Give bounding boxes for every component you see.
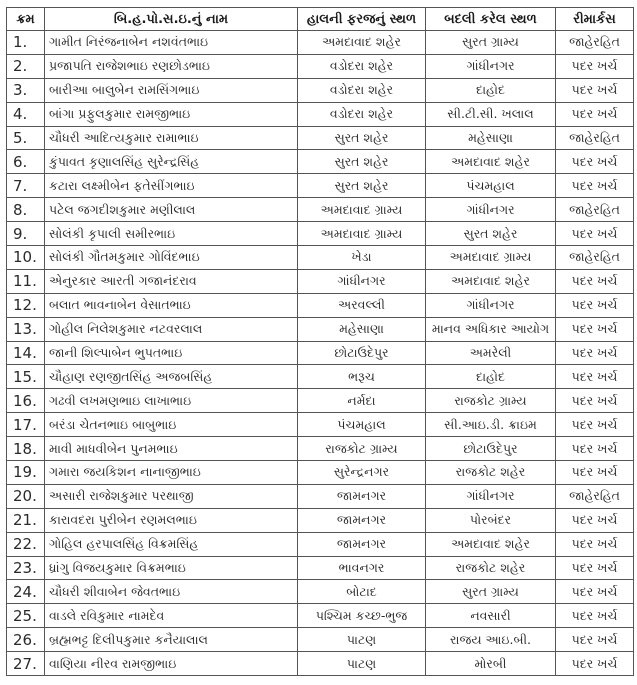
table-row xyxy=(7,556,634,580)
current-posting-cell: સુરત શહેર xyxy=(298,174,426,198)
remarks-cell: પદર ખર્ચ xyxy=(556,293,634,317)
serial-cell: 18. xyxy=(7,437,45,461)
current-posting-cell: પાટણ xyxy=(298,652,426,676)
name-cell: સોલંકી ગૌતમકુમાર ગોવિંદભાઇ xyxy=(45,246,298,270)
remarks-cell: પદર ખર્ચ xyxy=(556,341,634,365)
table-row xyxy=(7,532,634,556)
name-cell: બાંગા પ્રફુલકુમાર રામજીભાઇ xyxy=(45,102,298,126)
remarks-cell: પદર ખર્ચ xyxy=(556,78,634,102)
current-posting-cell: વડોદરા શહેર xyxy=(298,78,426,102)
current-posting-cell: પાટણ xyxy=(298,628,426,652)
serial-cell: 27. xyxy=(7,652,45,676)
name-cell: ધ્રાંગુ વિજયકુમાર વિક્રમભાઇ xyxy=(45,556,298,580)
transfer-place-cell: રાજકોટ ગ્રામ્ય xyxy=(426,389,556,413)
remarks-cell: પદર ખર્ચ xyxy=(556,413,634,437)
transfer-place-cell: દાહોદ xyxy=(426,365,556,389)
name-cell: કારાવદરા પુરીબેન રણમલભાઇ xyxy=(45,508,298,532)
remarks-cell: પદર ખર્ચ xyxy=(556,102,634,126)
transfer-place-cell: સુરત ગ્રામ્ય xyxy=(426,580,556,604)
transfer-place-cell: સુરત શહેર xyxy=(426,222,556,246)
serial-cell: 21. xyxy=(7,508,45,532)
serial-cell: 12. xyxy=(7,293,45,317)
transfer-place-cell: રાજય આઇ.બી. xyxy=(426,628,556,652)
remarks-cell: પદર ખર્ચ xyxy=(556,461,634,485)
serial-cell: 17. xyxy=(7,413,45,437)
remarks-cell: પદર ખર્ચ xyxy=(556,174,634,198)
remarks-cell: જાહેરહિત xyxy=(556,198,634,222)
current-posting-cell: જામનગર xyxy=(298,484,426,508)
table-row xyxy=(7,198,634,222)
name-cell: ચૌહાણ રણજીતસિંહ અજબસિંહ xyxy=(45,365,298,389)
table-row xyxy=(7,246,634,270)
table-row xyxy=(7,54,634,78)
transfer-place-cell: ગાંધીનગર xyxy=(426,484,556,508)
header-serial: ક્રમ xyxy=(7,8,45,31)
serial-cell: 15. xyxy=(7,365,45,389)
transfer-place-cell: રાજકોટ શહેર xyxy=(426,461,556,485)
header-current-posting: હાલની ફરજનું સ્થળ xyxy=(298,8,426,31)
name-cell: એનુરકાર આરતી ગજાનંદરાવ xyxy=(45,269,298,293)
remarks-cell: પદર ખર્ચ xyxy=(556,652,634,676)
name-cell: વાણિયા નીરવ રામજીભાઇ xyxy=(45,652,298,676)
name-cell: જાની શિલ્પાબેન ભુપતભાઇ xyxy=(45,341,298,365)
serial-cell: 26. xyxy=(7,628,45,652)
name-cell: અસારી રાજેશકુમાર પરથાજી xyxy=(45,484,298,508)
current-posting-cell: છોટાઉદેપુર xyxy=(298,341,426,365)
current-posting-cell: મહેસાણા xyxy=(298,317,426,341)
transfer-place-cell: પોરબંદર xyxy=(426,508,556,532)
transfer-place-cell: માનવ અધિકાર આયોગ xyxy=(426,317,556,341)
serial-cell: 23. xyxy=(7,556,45,580)
table-row xyxy=(7,317,634,341)
current-posting-cell: અમદાવાદ ગ્રામ્ય xyxy=(298,222,426,246)
transfer-place-cell: છોટાઉદેપુર xyxy=(426,437,556,461)
remarks-cell: જાહેરહિત xyxy=(556,31,634,55)
name-cell: ગોહીલ નિલેશકુમાર નટવરલાલ xyxy=(45,317,298,341)
table-row xyxy=(7,365,634,389)
table-row xyxy=(7,413,634,437)
transfer-place-cell: મહેસાણા xyxy=(426,126,556,150)
transfer-place-cell: દાહોદ xyxy=(426,78,556,102)
table-row xyxy=(7,222,634,246)
serial-cell: 6. xyxy=(7,150,45,174)
serial-cell: 2. xyxy=(7,54,45,78)
table-row xyxy=(7,174,634,198)
header-transfer-place: બદલી કરેલ સ્થળ xyxy=(426,8,556,31)
name-cell: પ્રજાપતિ રાજેશભાઇ રણછોડભાઇ xyxy=(45,54,298,78)
table-row xyxy=(7,341,634,365)
name-cell: કટારા લક્ષ્મીબેન ફતેસીંગભાઇ xyxy=(45,174,298,198)
name-cell: પટેલ જગદીશકુમાર મણીલાલ xyxy=(45,198,298,222)
current-posting-cell: વડોદરા શહેર xyxy=(298,102,426,126)
name-cell: વાડલે રવિકુમાર નામદેવ xyxy=(45,604,298,628)
current-posting-cell: સુરત શહેર xyxy=(298,126,426,150)
serial-cell: 10. xyxy=(7,246,45,270)
transfer-place-cell: અમદાવાદ શહેર xyxy=(426,269,556,293)
current-posting-cell: ખેડા xyxy=(298,246,426,270)
serial-cell: 5. xyxy=(7,126,45,150)
remarks-cell: પદર ખર્ચ xyxy=(556,150,634,174)
remarks-cell: પદર ખર્ચ xyxy=(556,580,634,604)
serial-cell: 4. xyxy=(7,102,45,126)
serial-cell: 24. xyxy=(7,580,45,604)
transfer-place-cell: મોરબી xyxy=(426,652,556,676)
current-posting-cell: બોટાદ xyxy=(298,580,426,604)
current-posting-cell: ગાંધીનગર xyxy=(298,269,426,293)
name-cell: સોલંકી કૃપાલી સમીરભાઇ xyxy=(45,222,298,246)
table-row xyxy=(7,484,634,508)
table-row xyxy=(7,389,634,413)
transfer-place-cell: અમદાવાદ શહેર xyxy=(426,532,556,556)
current-posting-cell: નર્મદા xyxy=(298,389,426,413)
current-posting-cell: રાજકોટ ગ્રામ્ય xyxy=(298,437,426,461)
serial-cell: 1. xyxy=(7,31,45,55)
current-posting-cell: ભાવનગર xyxy=(298,556,426,580)
table-row xyxy=(7,437,634,461)
current-posting-cell: ભરૂચ xyxy=(298,365,426,389)
transfer-place-cell: સી.આઇ.ડી. ક્રાઇમ xyxy=(426,413,556,437)
serial-cell: 25. xyxy=(7,604,45,628)
transfer-table xyxy=(6,7,634,676)
transfer-place-cell: ગાંધીનગર xyxy=(426,293,556,317)
name-cell: બરંડા ચેતનભાઇ બાબુભાઇ xyxy=(45,413,298,437)
table-row xyxy=(7,604,634,628)
current-posting-cell: અમદાવાદ ગ્રામ્ય xyxy=(298,198,426,222)
serial-cell: 7. xyxy=(7,174,45,198)
remarks-cell: પદર ખર્ચ xyxy=(556,604,634,628)
serial-cell: 19. xyxy=(7,461,45,485)
table-row xyxy=(7,508,634,532)
serial-cell: 8. xyxy=(7,198,45,222)
table-body xyxy=(7,31,634,676)
current-posting-cell: અમદાવાદ શહેર xyxy=(298,31,426,55)
remarks-cell: પદર ખર્ચ xyxy=(556,222,634,246)
current-posting-cell: સુરેન્દ્રનગર xyxy=(298,461,426,485)
name-cell: ગમારા જયકિશન નાનાજીભાઇ xyxy=(45,461,298,485)
transfer-place-cell: નવસારી xyxy=(426,604,556,628)
serial-cell: 20. xyxy=(7,484,45,508)
current-posting-cell: સુરત શહેર xyxy=(298,150,426,174)
name-cell: ગામીત નિરંજનાબેન નશવંતભાઇ xyxy=(45,31,298,55)
remarks-cell: પદર ખર્ચ xyxy=(556,54,634,78)
name-cell: ગઢવી લખમણભાઇ લાખાભાઇ xyxy=(45,389,298,413)
table-row xyxy=(7,628,634,652)
current-posting-cell: જામનગર xyxy=(298,532,426,556)
remarks-cell: પદર ખર્ચ xyxy=(556,389,634,413)
serial-cell: 13. xyxy=(7,317,45,341)
header-name: બિ.હ.પો.સ.ઇ.નું નામ xyxy=(45,8,298,31)
header-row xyxy=(7,8,634,31)
table-row xyxy=(7,78,634,102)
remarks-cell: જાહેરહિત xyxy=(556,246,634,270)
transfer-place-cell: અમદાવાદ ગ્રામ્ય xyxy=(426,246,556,270)
transfer-place-cell: ગાંધીનગર xyxy=(426,54,556,78)
remarks-cell: પદર ખર્ચ xyxy=(556,437,634,461)
table-row xyxy=(7,269,634,293)
transfer-place-cell: રાજકોટ શહેર xyxy=(426,556,556,580)
table-row xyxy=(7,150,634,174)
current-posting-cell: જામનગર xyxy=(298,508,426,532)
name-cell: ગોહિલ હરપાલસિંહ વિક્રમસિંહ xyxy=(45,532,298,556)
transfer-place-cell: અમરેલી xyxy=(426,341,556,365)
remarks-cell: પદર ખર્ચ xyxy=(556,556,634,580)
remarks-cell: જાહેરહિત xyxy=(556,484,634,508)
name-cell: બલાત ભાવનાબેન વેસાતભાઇ xyxy=(45,293,298,317)
remarks-cell: પદર ખર્ચ xyxy=(556,628,634,652)
header-remarks: રીમાર્કસ xyxy=(556,8,634,31)
transfer-place-cell: ગાંધીનગર xyxy=(426,198,556,222)
remarks-cell: જાહેરહિત xyxy=(556,126,634,150)
serial-cell: 22. xyxy=(7,532,45,556)
current-posting-cell: પંચમહાલ xyxy=(298,413,426,437)
remarks-cell: પદર ખર્ચ xyxy=(556,317,634,341)
serial-cell: 11. xyxy=(7,269,45,293)
table-row xyxy=(7,580,634,604)
transfer-place-cell: સુરત ગ્રામ્ય xyxy=(426,31,556,55)
table-row xyxy=(7,31,634,55)
remarks-cell: પદર ખર્ચ xyxy=(556,365,634,389)
remarks-cell: પદર ખર્ચ xyxy=(556,269,634,293)
name-cell: બ્રહ્મભટ્ટ દિલીપકુમાર કનૈયાલાલ xyxy=(45,628,298,652)
serial-cell: 14. xyxy=(7,341,45,365)
transfer-place-cell: સી.ટી.સી. ખલાલ xyxy=(426,102,556,126)
serial-cell: 16. xyxy=(7,389,45,413)
table-row xyxy=(7,652,634,676)
name-cell: ચૌધરી શીવાબેન જેવતભાઇ xyxy=(45,580,298,604)
current-posting-cell: અરવલ્લી xyxy=(298,293,426,317)
table-row xyxy=(7,126,634,150)
name-cell: બારીઆ બાલુબેન રામસિંગભાઇ xyxy=(45,78,298,102)
name-cell: માવી માધવીબેન પુનમભાઇ xyxy=(45,437,298,461)
table-row xyxy=(7,102,634,126)
table-row xyxy=(7,293,634,317)
transfer-place-cell: અમદાવાદ શહેર xyxy=(426,150,556,174)
serial-cell: 3. xyxy=(7,78,45,102)
current-posting-cell: પશ્ચિમ કચ્છ-ભુજ xyxy=(298,604,426,628)
transfer-place-cell: પંચમહાલ xyxy=(426,174,556,198)
remarks-cell: પદર ખર્ચ xyxy=(556,532,634,556)
current-posting-cell: વડોદરા શહેર xyxy=(298,54,426,78)
table-row xyxy=(7,461,634,485)
name-cell: ચૌધરી આદિત્યકુમાર રામાભાઇ xyxy=(45,126,298,150)
remarks-cell: પદર ખર્ચ xyxy=(556,508,634,532)
name-cell: કુંપાવત કૃણાલસિંહ સુરેન્દ્રસિંહ xyxy=(45,150,298,174)
serial-cell: 9. xyxy=(7,222,45,246)
